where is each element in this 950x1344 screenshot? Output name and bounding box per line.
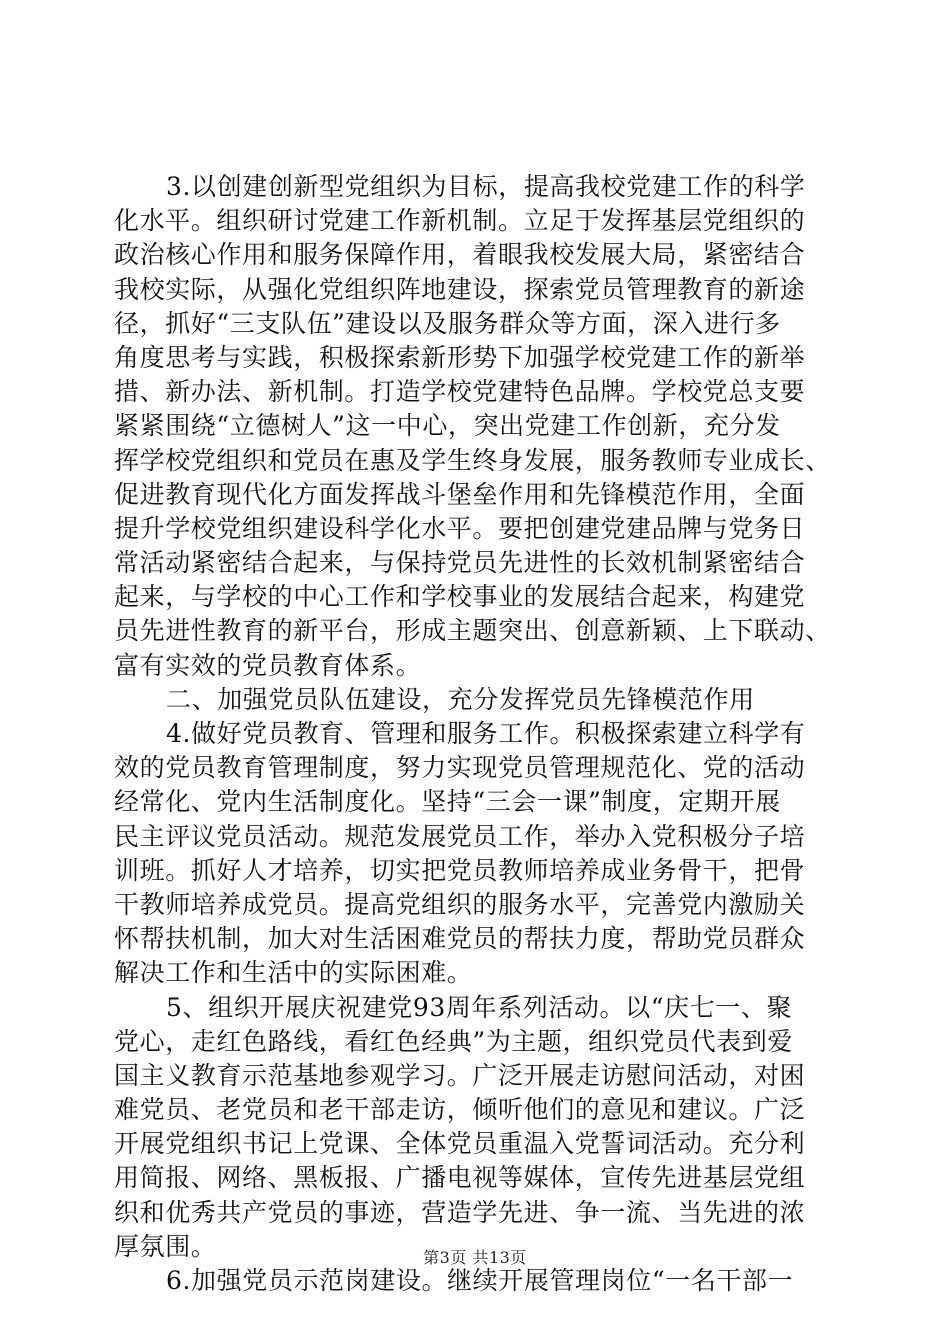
text-line: 解决工作和生活中的实际困难。 <box>114 958 473 988</box>
text-line: 干教师培养成党员。提高党组织的服务水平，完善党内激励关 <box>114 889 806 919</box>
text-line: 民主评议党员活动。规范发展党员工作，举办入党积极分子培 <box>114 821 806 851</box>
text-line: 难党员、老党员和老干部走访，倾听他们的意见和建议。广泛 <box>114 1095 806 1125</box>
text-line: 织和优秀共产党员的事迹，营造学先进、争一流、当先进的浓 <box>114 1197 806 1227</box>
text-line: 员先进性教育的新平台，形成主题突出、创意新颖、上下联动、 <box>114 616 831 646</box>
text-line: 6.加强党员示范岗建设。继续开展管理岗位“一名干部一 <box>166 1266 794 1295</box>
text-line: 常活动紧密结合起来，与保持党员先进性的长效机制紧密结合 <box>114 548 806 578</box>
text-line: 用简报、网络、黑板报、广播电视等媒体，宣传先进基层党组 <box>114 1163 806 1193</box>
text-line: 二、加强党员队伍建设，充分发挥党员先锋模范作用 <box>166 684 755 714</box>
text-line: 起来，与学校的中心工作和学校事业的发展结合起来，构建党 <box>114 582 806 612</box>
text-line: 紧紧围绕“立德树人”这一中心，突出党建工作创新，充分发 <box>114 411 781 441</box>
text-line: 政治核心作用和服务保障作用，着眼我校发展大局，紧密结合 <box>114 240 806 270</box>
text-line: 促进教育现代化方面发挥战斗堡垒作用和先锋模范作用，全面 <box>114 479 806 509</box>
text-line: 措、新办法、新机制。打造学校党建特色品牌。学校党总支要 <box>114 377 806 407</box>
text-line: 提升学校党组织建设科学化水平。要把创建党建品牌与党务日 <box>114 513 806 543</box>
text-line: 国主义教育示范基地参观学习。广泛开展走访慰问活动，对困 <box>114 1060 806 1090</box>
text-line: 怀帮扶机制，加大对生活困难党员的帮扶力度，帮助党员群众 <box>114 924 806 954</box>
text-line: 5、组织开展庆祝建党93周年系列活动。以“庆七一、聚 <box>166 992 793 1022</box>
text-line: 3.以创建创新型党组织为目标，提高我校党建工作的科学 <box>166 172 806 201</box>
text-line: 4.做好党员教育、管理和服务工作。积极探索建立科学有 <box>166 719 806 748</box>
text-line: 训班。抓好人才培养，切实把党员教师培养成业务骨干，把骨 <box>114 855 806 885</box>
text-line: 富有实效的党员教育体系。 <box>114 650 422 680</box>
text-line: 径，抓好“三支队伍”建设以及服务群众等方面，深入进行多 <box>114 308 781 338</box>
text-line: 我校实际，从强化党组织阵地建设，探索党员管理教育的新途 <box>114 274 806 304</box>
text-line: 角度思考与实践，积极探索新形势下加强学校党建工作的新举 <box>114 342 806 372</box>
text-line: 化水平。组织研讨党建工作新机制。立足于发挥基层党组织的 <box>114 206 806 236</box>
document-body <box>114 170 852 1298</box>
text-line: 效的党员教育管理制度，努力实现党员管理规范化、党的活动 <box>114 753 806 783</box>
text-line: 挥学校党组织和党员在惠及学生终身发展，服务教师专业成长、 <box>114 445 831 475</box>
text-line: 开展党组织书记上党课、全体党员重温入党誓词活动。充分利 <box>114 1129 806 1159</box>
text-line: 厚氛围。 <box>114 1231 217 1261</box>
text-line: 党心，走红色路线，看红色经典”为主题，组织党员代表到爱 <box>114 1026 793 1056</box>
text-line: 经常化、党内生活制度化。坚持“三会一课”制度，定期开展 <box>114 787 781 817</box>
page-footer: 第3页 共13页 <box>423 1248 527 1267</box>
